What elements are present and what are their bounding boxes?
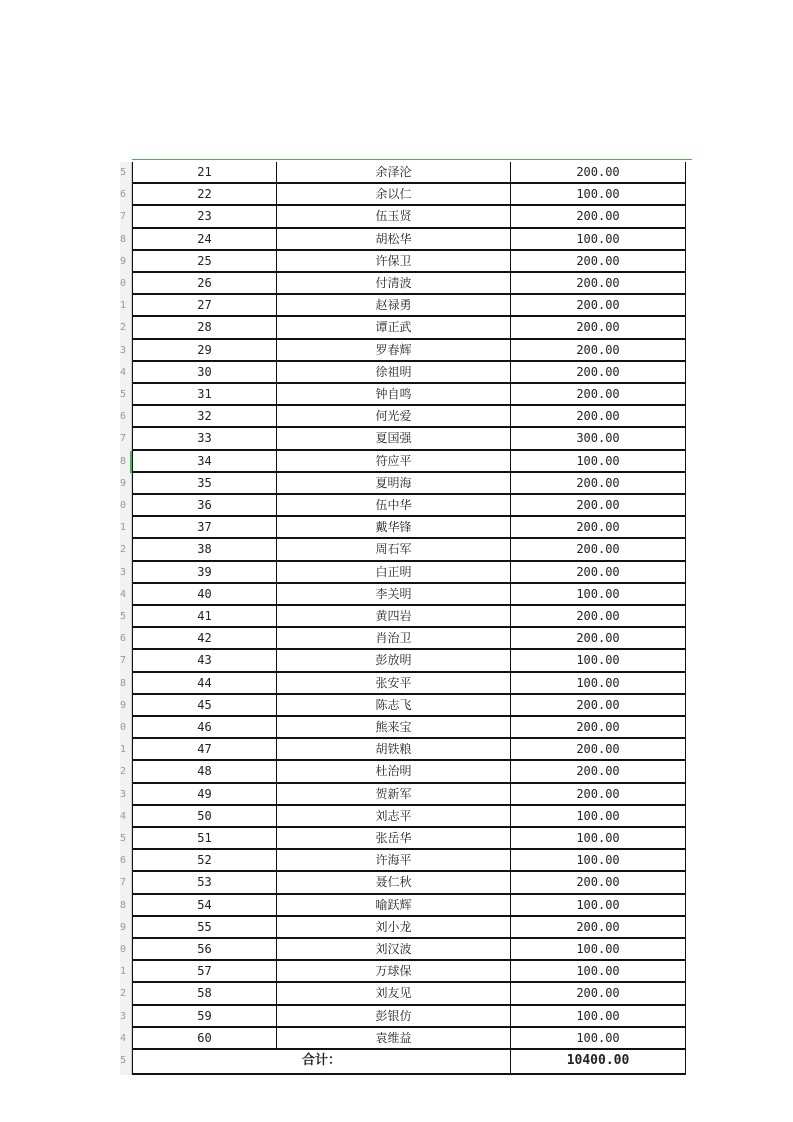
row-header[interactable]: 3 (120, 562, 132, 584)
row-header[interactable]: 9 (120, 695, 132, 717)
row-header[interactable]: 5 (120, 828, 132, 850)
cell-amount[interactable]: 200.00 (511, 606, 686, 628)
cell-amount[interactable]: 200.00 (511, 206, 686, 228)
row-header[interactable]: 1 (120, 961, 132, 983)
row-header[interactable]: 7 (120, 650, 132, 672)
table-row (120, 828, 686, 850)
cell-number[interactable]: 60 (132, 1028, 277, 1050)
cell-name[interactable]: 熊来宝 (277, 717, 511, 739)
table-row (120, 406, 686, 428)
cell-number[interactable]: 34 (132, 451, 277, 473)
table-row (120, 1028, 686, 1050)
cell-number[interactable]: 21 (132, 162, 277, 184)
cell-name[interactable]: 符应平 (277, 451, 511, 473)
cell-amount[interactable]: 200.00 (511, 273, 686, 295)
table-row (120, 761, 686, 783)
table-row (120, 939, 686, 961)
cell-number[interactable]: 26 (132, 273, 277, 295)
row-header[interactable]: 9 (120, 251, 132, 273)
table-row (120, 717, 686, 739)
row-header[interactable]: 6 (120, 850, 132, 872)
cell-number[interactable]: 29 (132, 340, 277, 362)
cell-number[interactable]: 57 (132, 961, 277, 983)
cell-number[interactable]: 47 (132, 739, 277, 761)
cell-amount[interactable]: 200.00 (511, 872, 686, 894)
cell-number[interactable]: 56 (132, 939, 277, 961)
cell-amount[interactable]: 200.00 (511, 983, 686, 1005)
row-header[interactable]: 9 (120, 917, 132, 939)
cell-name[interactable]: 余以仁 (277, 184, 511, 206)
cell-amount[interactable]: 100.00 (511, 1006, 686, 1028)
cell-name[interactable]: 张岳华 (277, 828, 511, 850)
row-header[interactable]: 2 (120, 761, 132, 783)
cell-number[interactable]: 25 (132, 251, 277, 273)
table-row (120, 251, 686, 273)
cell-name[interactable]: 周石军 (277, 539, 511, 561)
row-header[interactable]: 3 (120, 1006, 132, 1028)
cell-name[interactable]: 胡松华 (277, 229, 511, 251)
cell-name[interactable]: 刘友见 (277, 983, 511, 1005)
row-header[interactable]: 0 (120, 717, 132, 739)
cell-amount[interactable]: 200.00 (511, 162, 686, 184)
cell-name[interactable]: 胡铁粮 (277, 739, 511, 761)
cell-amount[interactable]: 100.00 (511, 1028, 686, 1050)
cell-name[interactable]: 刘汉波 (277, 939, 511, 961)
row-header[interactable]: 2 (120, 539, 132, 561)
cell-name[interactable]: 许保卫 (277, 251, 511, 273)
table-row (120, 961, 686, 983)
table-row (120, 784, 686, 806)
cell-amount[interactable]: 100.00 (511, 961, 686, 983)
cell-amount[interactable]: 200.00 (511, 717, 686, 739)
table-row (120, 562, 686, 584)
cell-name[interactable]: 袁维益 (277, 1028, 511, 1050)
table-row (120, 806, 686, 828)
cell-name[interactable]: 肖治卫 (277, 628, 511, 650)
table-row (120, 384, 686, 406)
row-header[interactable]: 7 (120, 428, 132, 450)
row-header[interactable]: 8 (120, 895, 132, 917)
cell-name[interactable]: 白正明 (277, 562, 511, 584)
cell-amount[interactable]: 200.00 (511, 761, 686, 783)
table-row (120, 295, 686, 317)
cell-number[interactable]: 30 (132, 362, 277, 384)
cell-number[interactable]: 54 (132, 895, 277, 917)
cell-amount[interactable]: 200.00 (511, 295, 686, 317)
table-row (120, 428, 686, 450)
cell-amount[interactable]: 200.00 (511, 539, 686, 561)
row-header[interactable]: 1 (120, 517, 132, 539)
cell-number[interactable]: 42 (132, 628, 277, 650)
row-header[interactable]: 2 (120, 317, 132, 339)
cell-name[interactable]: 伍中华 (277, 495, 511, 517)
cell-amount[interactable]: 100.00 (511, 806, 686, 828)
cell-amount[interactable]: 200.00 (511, 517, 686, 539)
cell-number[interactable]: 59 (132, 1006, 277, 1028)
cell-name[interactable]: 许海平 (277, 850, 511, 872)
cell-amount[interactable]: 200.00 (511, 340, 686, 362)
cell-amount[interactable]: 200.00 (511, 384, 686, 406)
cell-amount[interactable]: 100.00 (511, 850, 686, 872)
cell-number[interactable]: 48 (132, 761, 277, 783)
row-header[interactable]: 5 (120, 606, 132, 628)
cell-amount[interactable]: 100.00 (511, 650, 686, 672)
cell-number[interactable]: 32 (132, 406, 277, 428)
row-header[interactable]: 5 (120, 162, 132, 184)
cell-number[interactable]: 23 (132, 206, 277, 228)
table-row (120, 983, 686, 1005)
cell-amount[interactable]: 200.00 (511, 917, 686, 939)
cell-number[interactable]: 49 (132, 784, 277, 806)
cell-number[interactable]: 51 (132, 828, 277, 850)
cell-name[interactable]: 罗春辉 (277, 340, 511, 362)
cell-name[interactable]: 赵禄勇 (277, 295, 511, 317)
table-row (120, 650, 686, 672)
table-row (120, 517, 686, 539)
total-label[interactable]: 合计： (132, 1050, 511, 1075)
row-header[interactable]: 9 (120, 473, 132, 495)
row-header[interactable]: 4 (120, 584, 132, 606)
table-row (120, 206, 686, 228)
cell-name[interactable]: 刘小龙 (277, 917, 511, 939)
cell-number[interactable]: 41 (132, 606, 277, 628)
row-header[interactable]: 0 (120, 273, 132, 295)
cell-amount[interactable]: 200.00 (511, 695, 686, 717)
table-row (120, 162, 686, 184)
cell-number[interactable]: 52 (132, 850, 277, 872)
cell-number[interactable]: 43 (132, 650, 277, 672)
cell-amount[interactable]: 100.00 (511, 673, 686, 695)
cell-amount[interactable]: 200.00 (511, 362, 686, 384)
cell-number[interactable]: 40 (132, 584, 277, 606)
cell-amount[interactable]: 200.00 (511, 628, 686, 650)
cell-amount[interactable]: 200.00 (511, 784, 686, 806)
cell-amount[interactable]: 200.00 (511, 473, 686, 495)
row-header[interactable]: 3 (120, 784, 132, 806)
cell-name[interactable]: 徐祖明 (277, 362, 511, 384)
row-header[interactable]: 8 (120, 229, 132, 251)
cell-name[interactable]: 杜治明 (277, 761, 511, 783)
cell-amount[interactable]: 100.00 (511, 828, 686, 850)
cell-number[interactable]: 36 (132, 495, 277, 517)
table-row (120, 673, 686, 695)
cell-number[interactable]: 28 (132, 317, 277, 339)
table-row (120, 539, 686, 561)
cell-name[interactable]: 张安平 (277, 673, 511, 695)
cell-name[interactable]: 贺新军 (277, 784, 511, 806)
cell-name[interactable]: 伍玉贤 (277, 206, 511, 228)
table-row (120, 317, 686, 339)
cell-name[interactable]: 黄四岩 (277, 606, 511, 628)
total-row (120, 1050, 686, 1075)
cell-name[interactable]: 夏国强 (277, 428, 511, 450)
row-header[interactable]: 4 (120, 362, 132, 384)
table-row (120, 451, 686, 473)
row-header[interactable]: 4 (120, 806, 132, 828)
table-row (120, 229, 686, 251)
cell-name[interactable]: 喻跃辉 (277, 895, 511, 917)
cell-name[interactable]: 钟自鸣 (277, 384, 511, 406)
row-header[interactable]: 1 (120, 739, 132, 761)
cell-number[interactable]: 46 (132, 717, 277, 739)
cell-number[interactable]: 22 (132, 184, 277, 206)
cell-amount[interactable]: 200.00 (511, 317, 686, 339)
cell-amount[interactable]: 200.00 (511, 251, 686, 273)
cell-number[interactable]: 55 (132, 917, 277, 939)
table-row (120, 584, 686, 606)
row-header[interactable]: 8 (120, 673, 132, 695)
row-header[interactable]: 6 (120, 184, 132, 206)
cell-name[interactable]: 戴华锋 (277, 517, 511, 539)
total-amount[interactable]: 10400.00 (511, 1050, 686, 1075)
row-header[interactable]: 0 (120, 939, 132, 961)
cell-name[interactable]: 聂仁秋 (277, 872, 511, 894)
cell-name[interactable]: 刘志平 (277, 806, 511, 828)
table-row (120, 606, 686, 628)
cell-number[interactable]: 35 (132, 473, 277, 495)
cell-amount[interactable]: 100.00 (511, 939, 686, 961)
row-header[interactable]: 8 (120, 451, 132, 473)
cell-name[interactable]: 李关明 (277, 584, 511, 606)
row-header[interactable]: 0 (120, 495, 132, 517)
cell-amount[interactable]: 200.00 (511, 406, 686, 428)
table-row (120, 184, 686, 206)
cell-amount[interactable]: 300.00 (511, 428, 686, 450)
cell-amount[interactable]: 200.00 (511, 562, 686, 584)
cell-number[interactable]: 58 (132, 983, 277, 1005)
cell-name[interactable]: 彭银仿 (277, 1006, 511, 1028)
table-row (120, 895, 686, 917)
cell-number[interactable]: 37 (132, 517, 277, 539)
cell-number[interactable]: 33 (132, 428, 277, 450)
cell-number[interactable]: 44 (132, 673, 277, 695)
row-header[interactable]: 1 (120, 295, 132, 317)
table-row (120, 473, 686, 495)
table-row (120, 362, 686, 384)
top-border (132, 159, 692, 160)
row-header[interactable]: 4 (120, 1028, 132, 1050)
cell-amount[interactable]: 100.00 (511, 184, 686, 206)
cell-name[interactable]: 何光爱 (277, 406, 511, 428)
cell-number[interactable]: 50 (132, 806, 277, 828)
cell-amount[interactable]: 100.00 (511, 584, 686, 606)
row-header[interactable]: 2 (120, 983, 132, 1005)
cell-name[interactable]: 陈志飞 (277, 695, 511, 717)
table-row (120, 739, 686, 761)
cell-number[interactable]: 45 (132, 695, 277, 717)
cell-amount[interactable]: 200.00 (511, 495, 686, 517)
cell-number[interactable]: 24 (132, 229, 277, 251)
table-row (120, 1006, 686, 1028)
cell-amount[interactable]: 100.00 (511, 451, 686, 473)
row-header[interactable]: 7 (120, 206, 132, 228)
row-header[interactable]: 5 (120, 1050, 132, 1075)
cell-number[interactable]: 31 (132, 384, 277, 406)
table-row (120, 695, 686, 717)
cell-number[interactable]: 38 (132, 539, 277, 561)
row-header[interactable]: 6 (120, 406, 132, 428)
cell-amount[interactable]: 100.00 (511, 229, 686, 251)
cell-number[interactable]: 27 (132, 295, 277, 317)
table-row (120, 495, 686, 517)
row-header[interactable]: 6 (120, 628, 132, 650)
cell-number[interactable]: 39 (132, 562, 277, 584)
cell-amount[interactable]: 100.00 (511, 895, 686, 917)
cell-name[interactable]: 万球保 (277, 961, 511, 983)
cell-number[interactable]: 53 (132, 872, 277, 894)
row-header[interactable]: 7 (120, 872, 132, 894)
table-row (120, 917, 686, 939)
table-row (120, 340, 686, 362)
table-row (120, 628, 686, 650)
cell-name[interactable]: 谭正武 (277, 317, 511, 339)
table-row (120, 850, 686, 872)
row-header[interactable]: 3 (120, 340, 132, 362)
cell-name[interactable]: 彭放明 (277, 650, 511, 672)
table-row (120, 273, 686, 295)
row-header[interactable]: 5 (120, 384, 132, 406)
table-row (120, 872, 686, 894)
cell-name[interactable]: 付清波 (277, 273, 511, 295)
cell-name[interactable]: 夏明海 (277, 473, 511, 495)
cell-name[interactable]: 余泽沦 (277, 162, 511, 184)
cell-amount[interactable]: 200.00 (511, 739, 686, 761)
